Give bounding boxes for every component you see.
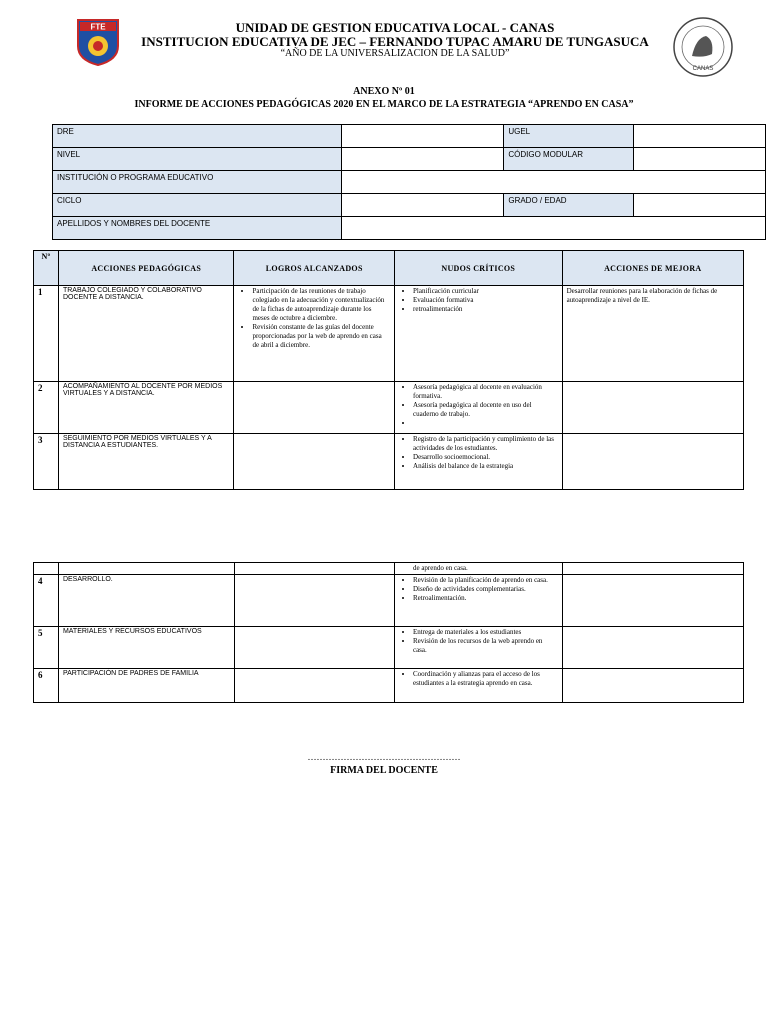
list-item: • Diseño de actividades complementarias.	[413, 585, 558, 594]
row-num: 2	[34, 382, 59, 434]
table-row	[34, 382, 744, 434]
row-action: PARTICIPACIÓN DE PADRES DE FAMILIA	[58, 669, 234, 703]
header-num: Nº	[34, 251, 59, 286]
table-row	[34, 575, 744, 627]
row-logros	[234, 669, 394, 703]
row-mejora	[562, 669, 743, 703]
label-docente: APELLIDOS Y NOMBRES DEL DOCENTE	[53, 217, 342, 240]
list-item: • Revisión de la planificación de aprendo en casa.	[413, 576, 558, 585]
row-num: 5	[34, 627, 59, 669]
header-motto: “AÑO DE LA UNIVERSALIZACION DE LA SALUD”	[280, 48, 510, 59]
header-line-2: INSTITUCION EDUCATIVA DE JEC – FERNANDO TUPAC AMARU DE TUNGASUCA	[141, 34, 649, 49]
label-dre: DRE	[53, 125, 342, 148]
info-table	[52, 124, 766, 240]
list-item: • Revisión constante de las guías del docente proporcionadas por la web de aprendo en casa de abril a diciembre.	[252, 323, 390, 350]
row-num: 6	[34, 669, 59, 703]
row-num: 4	[34, 575, 59, 627]
list-item: • Asesoría pedagógica al docente en evaluación formativa.	[413, 383, 558, 401]
continuation-text	[394, 563, 562, 575]
list-item: • Planificación curricular	[413, 287, 558, 296]
row-logros	[234, 434, 395, 490]
header-mejora: ACCIONES DE MEJORA	[562, 251, 743, 286]
crest-letters: FTE	[90, 22, 106, 32]
field-docente[interactable]	[341, 217, 765, 240]
table-row	[34, 563, 744, 575]
row-logros	[234, 286, 395, 382]
field-codigo-modular[interactable]	[634, 148, 766, 171]
list-item: • Asesoría pedagógica al docente en uso del cuaderno de trabajo.	[413, 401, 558, 419]
row-num: 3	[34, 434, 59, 490]
list-item: • Registro de la participación y cumplimiento de las actividades de los estudiantes.	[413, 435, 558, 453]
list-item: • Desarrollo socioemocional.	[413, 453, 558, 462]
list-item: • Revisión de los recursos de la web aprendo en casa.	[413, 637, 558, 655]
header-line-1: UNIDAD DE GESTION EDUCATIVA LOCAL - CANAS	[235, 20, 555, 35]
list-item: • Evaluación formativa	[413, 296, 558, 305]
list-item: • Participación de las reuniones de trabajo colegiado en la adecuación y contextualización de la fichas de autoaprendizaje durante los meses de octubre a diciembre.	[252, 287, 390, 323]
label-grado: GRADO / EDAD	[504, 194, 634, 217]
annex-subtitle: INFORME DE ACCIONES PEDAGÓGICAS 2020 EN EL MARCO DE LA ESTRATEGIA “APRENDO EN CASA”	[134, 99, 634, 110]
continuation-line: de aprendo en casa.	[412, 564, 468, 572]
list-item: • Coordinación y alianzas para el acceso de los estudiantes a la estrategia aprendo en casa.	[413, 670, 558, 688]
row-mejora	[562, 434, 743, 490]
ugel-seal-icon	[672, 16, 734, 78]
actions-table-continued	[33, 562, 744, 703]
header-nudos: NUDOS CRÍTICOS	[395, 251, 563, 286]
annex-title: ANEXO Nº 01	[353, 86, 415, 97]
list-item: • Retroalimentación.	[413, 594, 558, 603]
actions-table	[33, 250, 744, 490]
field-institucion[interactable]	[341, 171, 765, 194]
school-crest-icon	[76, 18, 120, 66]
field-grado[interactable]	[634, 194, 766, 217]
row-logros	[234, 627, 394, 669]
seal-label: CANAS	[692, 66, 714, 72]
list-item	[413, 419, 558, 428]
row-nudos	[394, 575, 562, 627]
row-logros	[234, 382, 395, 434]
row-nudos	[395, 286, 563, 382]
table-row	[34, 627, 744, 669]
row-nudos	[395, 434, 563, 490]
label-codigo-modular: CÓDIGO MODULAR	[504, 148, 634, 171]
field-ciclo[interactable]	[341, 194, 504, 217]
row-action: MATERIALES Y RECURSOS EDUCATIVOS	[58, 627, 234, 669]
row-action: ACOMPAÑAMIENTO AL DOCENTE POR MEDIOS VIRTUALES Y A DISTANCIA.	[58, 382, 234, 434]
list-item: • retroalimentación	[413, 305, 558, 314]
row-action: DESARROLLO.	[58, 575, 234, 627]
field-nivel[interactable]	[341, 148, 504, 171]
header-logros: LOGROS ALCANZADOS	[234, 251, 395, 286]
table-row	[34, 286, 744, 382]
mejora-text: Desarrollar reuniones para la elaboración de fichas de autoaprendizaje a nivel de IE.	[566, 287, 718, 304]
label-ugel: UGEL	[504, 125, 634, 148]
list-item: • Entrega de materiales a los estudiantes	[413, 628, 558, 637]
table-row	[34, 669, 744, 703]
label-ciclo: CICLO	[53, 194, 342, 217]
row-nudos	[394, 669, 562, 703]
row-mejora	[562, 627, 743, 669]
label-nivel: NIVEL	[53, 148, 342, 171]
field-dre[interactable]	[341, 125, 504, 148]
row-nudos	[395, 382, 563, 434]
row-action: TRABAJO COLEGIADO Y COLABORATIVO DOCENTE A DISTANCIA.	[58, 286, 234, 382]
row-num: 1	[34, 286, 59, 382]
field-ugel[interactable]	[634, 125, 766, 148]
row-mejora	[562, 575, 743, 627]
table-row	[34, 434, 744, 490]
header-acciones: ACCIONES PEDAGÓGICAS	[58, 251, 234, 286]
row-nudos	[394, 627, 562, 669]
list-item: • Análisis del balance de la estrategia	[413, 462, 558, 471]
signature-label: FIRMA DEL DOCENTE	[330, 765, 438, 776]
row-mejora	[562, 286, 743, 382]
signature-line: ……………………………………………	[307, 752, 461, 762]
label-institucion: INSTITUCIÓN O PROGRAMA EDUCATIVO	[53, 171, 342, 194]
row-logros	[234, 575, 394, 627]
row-action: SEGUIMIENTO POR MEDIOS VIRTUALES Y A DISTANCIA A ESTUDIANTES.	[58, 434, 234, 490]
row-mejora	[562, 382, 743, 434]
